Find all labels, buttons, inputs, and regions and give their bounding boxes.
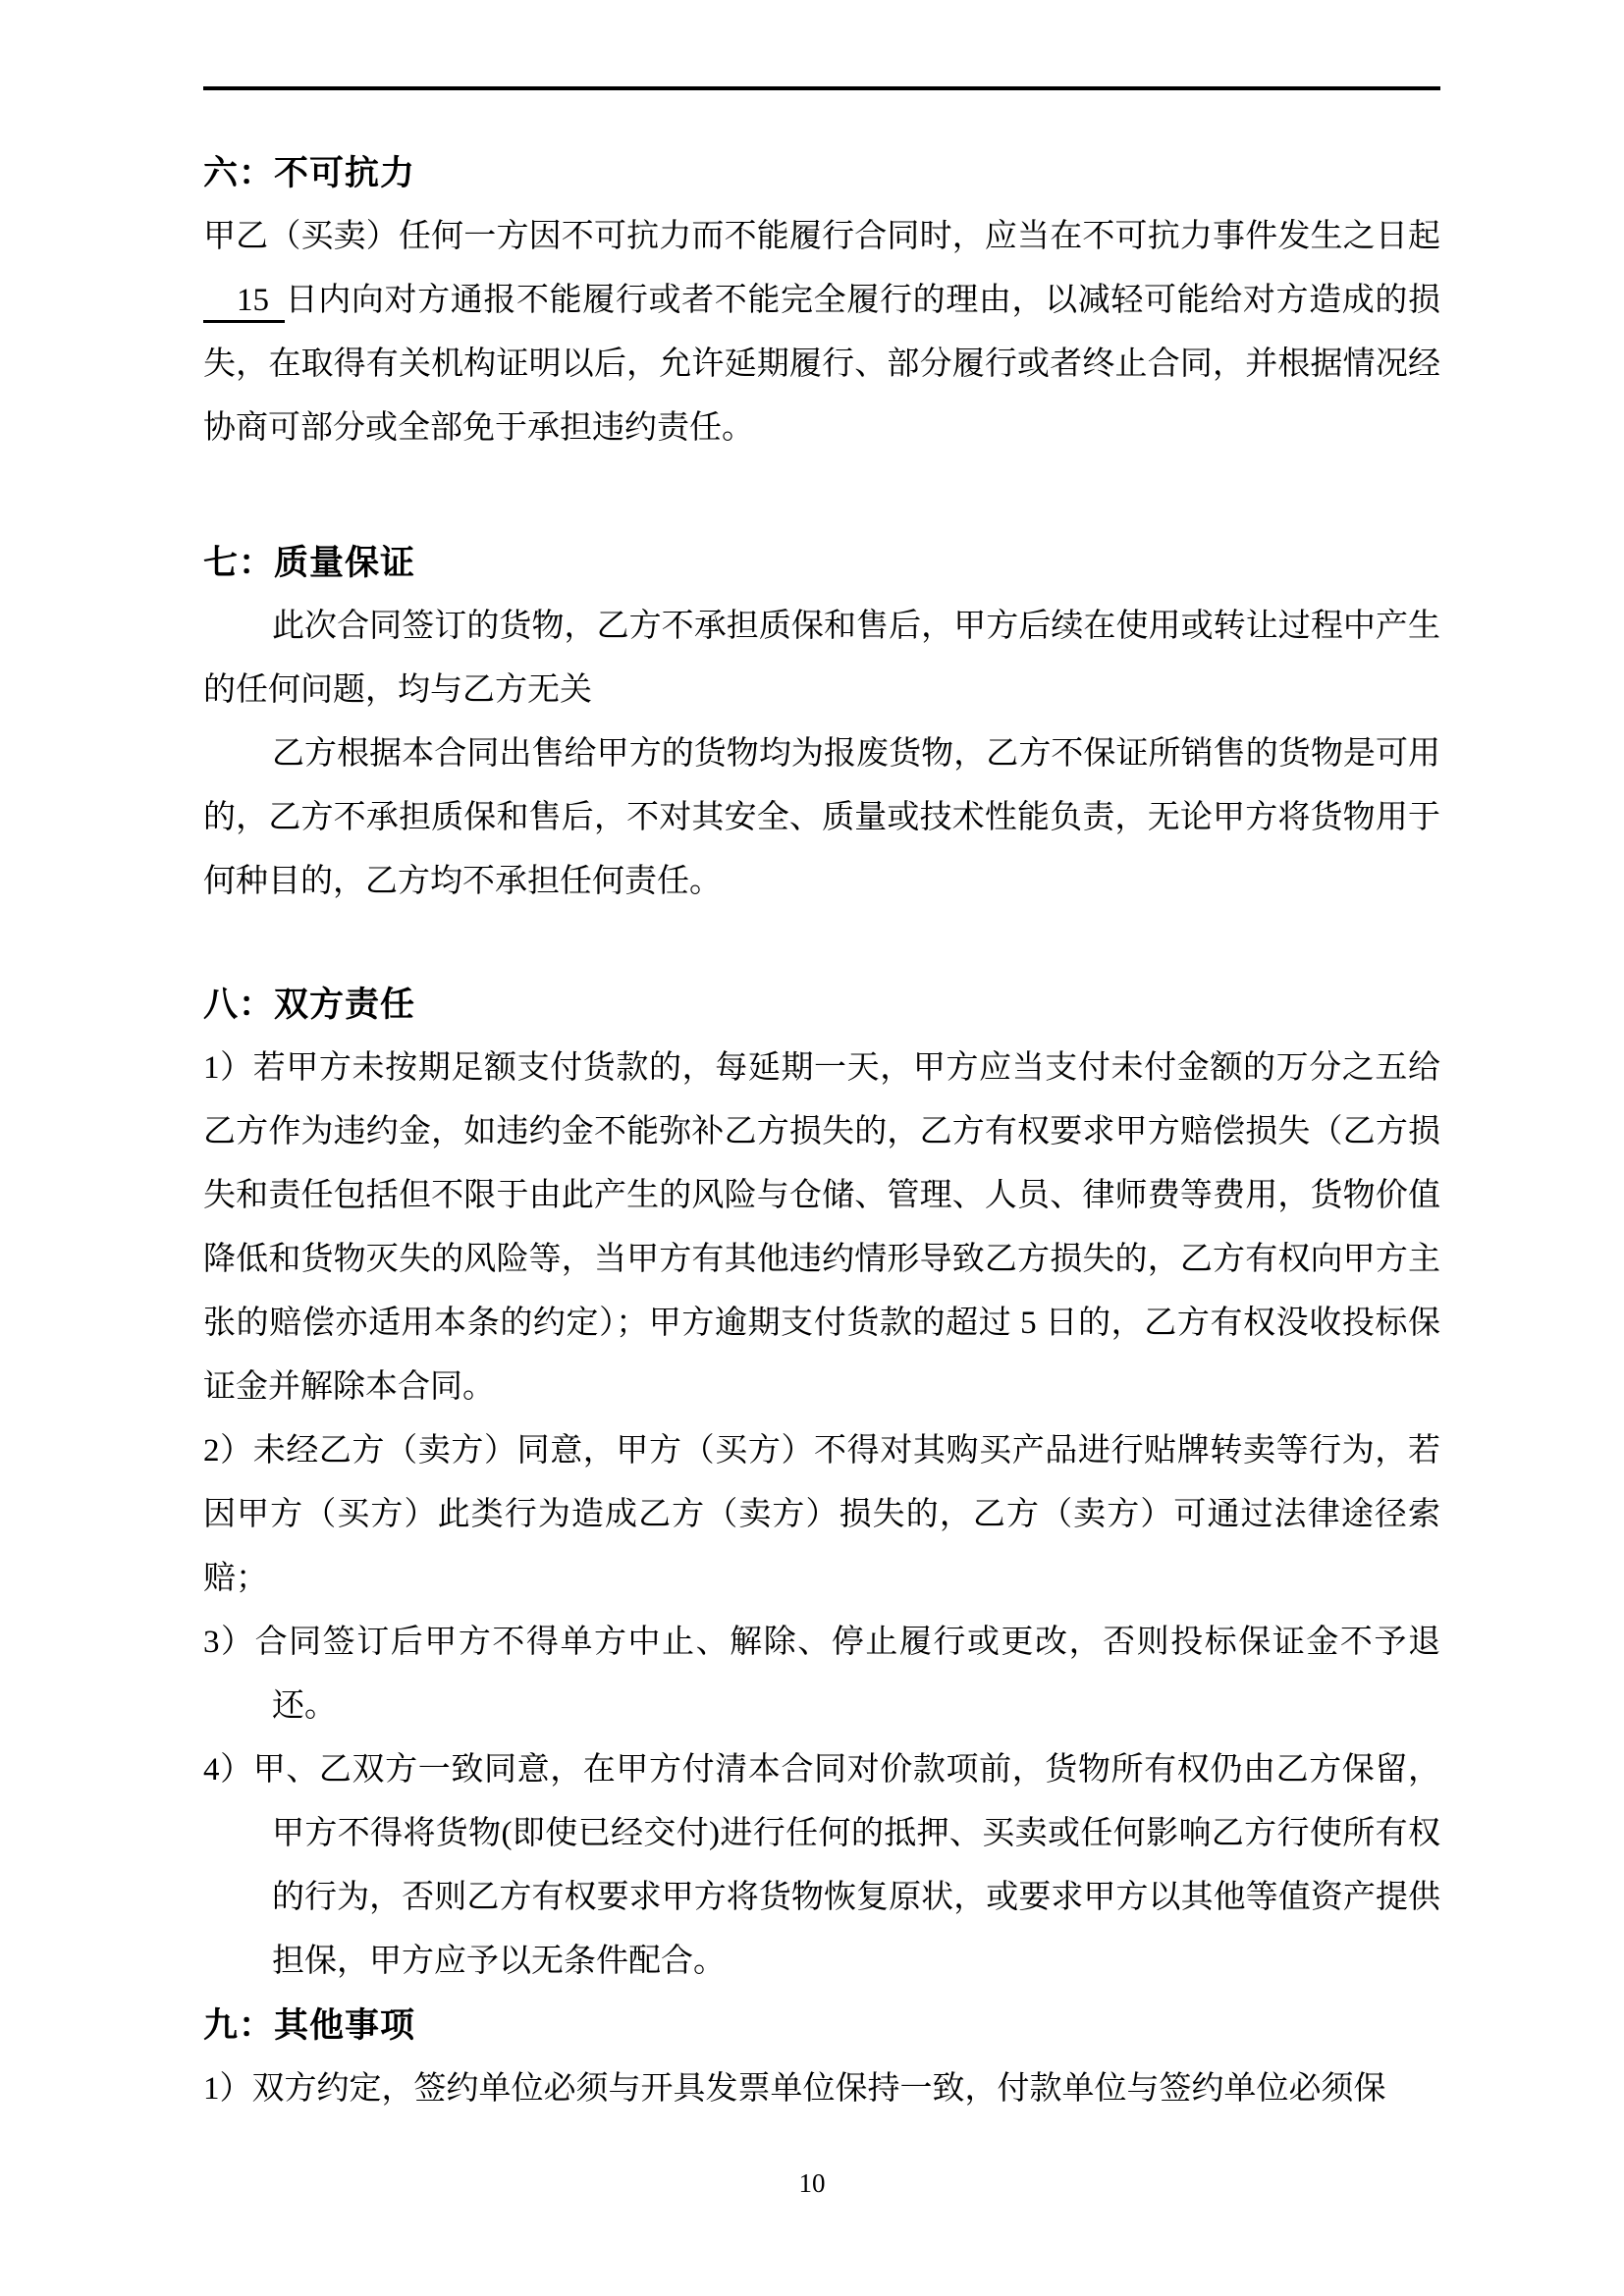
section-6-text-before-blank: 甲乙（买卖）任何一方因不可抗力而不能履行合同时，应当在不可抗力事件发生之日起	[203, 219, 1440, 254]
section-9-item-1: 1）双方约定，签约单位必须与开具发票单位保持一致，付款单位与签约单位必须保	[203, 2071, 1386, 2107]
section-8-heading: 八：双方责任	[203, 986, 416, 1024]
section-8-item-3: 3）合同签订后甲方不得单方中止、解除、停止履行或更改，否则投标保证金不予退还。	[203, 1625, 1440, 1724]
blank-fill-days-value: 15	[203, 283, 285, 323]
section-7-heading: 七：质量保证	[203, 544, 416, 582]
section-9-heading: 九：其他事项	[203, 2006, 416, 2045]
section-8-item-4: 4）甲、乙双方一致同意，在甲方付清本合同对价款项前，货物所有权仍由乙方保留，甲方不得将货物(即使已经交付)进行任何的抵押、买卖或任何影响乙方行使所有权的行为，否则乙方有权要求甲方将货物恢复原状，或要求甲方以其他等值资产提供担保，甲方应予以无条件配合。	[203, 1752, 1440, 1979]
page-number: 10	[798, 2168, 826, 2198]
section-6-text-after-blank: 日内向对方通报不能履行或者不能完全履行的理由，以减轻可能给对方造成的损失，在取得有关机构证明以后，允许延期履行、部分履行或者终止合同，并根据情况经协商可部分或全部免于承担违约责任。	[203, 283, 1440, 446]
section-6-heading: 六：不可抗力	[203, 154, 416, 192]
section-6-paragraph	[203, 205, 1440, 460]
header-rule	[203, 86, 1440, 90]
section-8-item-2: 2）未经乙方（卖方）同意，甲方（买方）不得对其购买产品进行贴牌转卖等行为，若因甲方（买方）此类行为造成乙方（卖方）损失的，乙方（卖方）可通过法律途径索赔；	[203, 1433, 1440, 1596]
section-7-paragraph-2: 乙方根据本合同出售给甲方的货物均为报废货物，乙方不保证所销售的货物是可用的，乙方不承担质保和售后，不对其安全、质量或技术性能负责，无论甲方将货物用于何种目的，乙方均不承担任何责任。	[203, 736, 1440, 899]
section-7-paragraph-1: 此次合同签订的货物，乙方不承担质保和售后，甲方后续在使用或转让过程中产生的任何问题，均与乙方无关	[203, 609, 1440, 708]
section-8-item-1: 1）若甲方未按期足额支付货款的，每延期一天，甲方应当支付未付金额的万分之五给乙方作为违约金，如违约金不能弥补乙方损失的，乙方有权要求甲方赔偿损失（乙方损失和责任包括但不限于由此产生的风险与仓储、管理、人员、律师费等费用，货物价值降低和货物灭失的风险等，当甲方有其他违约情形导致乙方损失的，乙方有权向甲方主张的赔偿亦适用本条的约定）；甲方逾期支付货款的超过 5 日的，乙方有权没收投标保证金并解除本合同。	[203, 1050, 1440, 1405]
